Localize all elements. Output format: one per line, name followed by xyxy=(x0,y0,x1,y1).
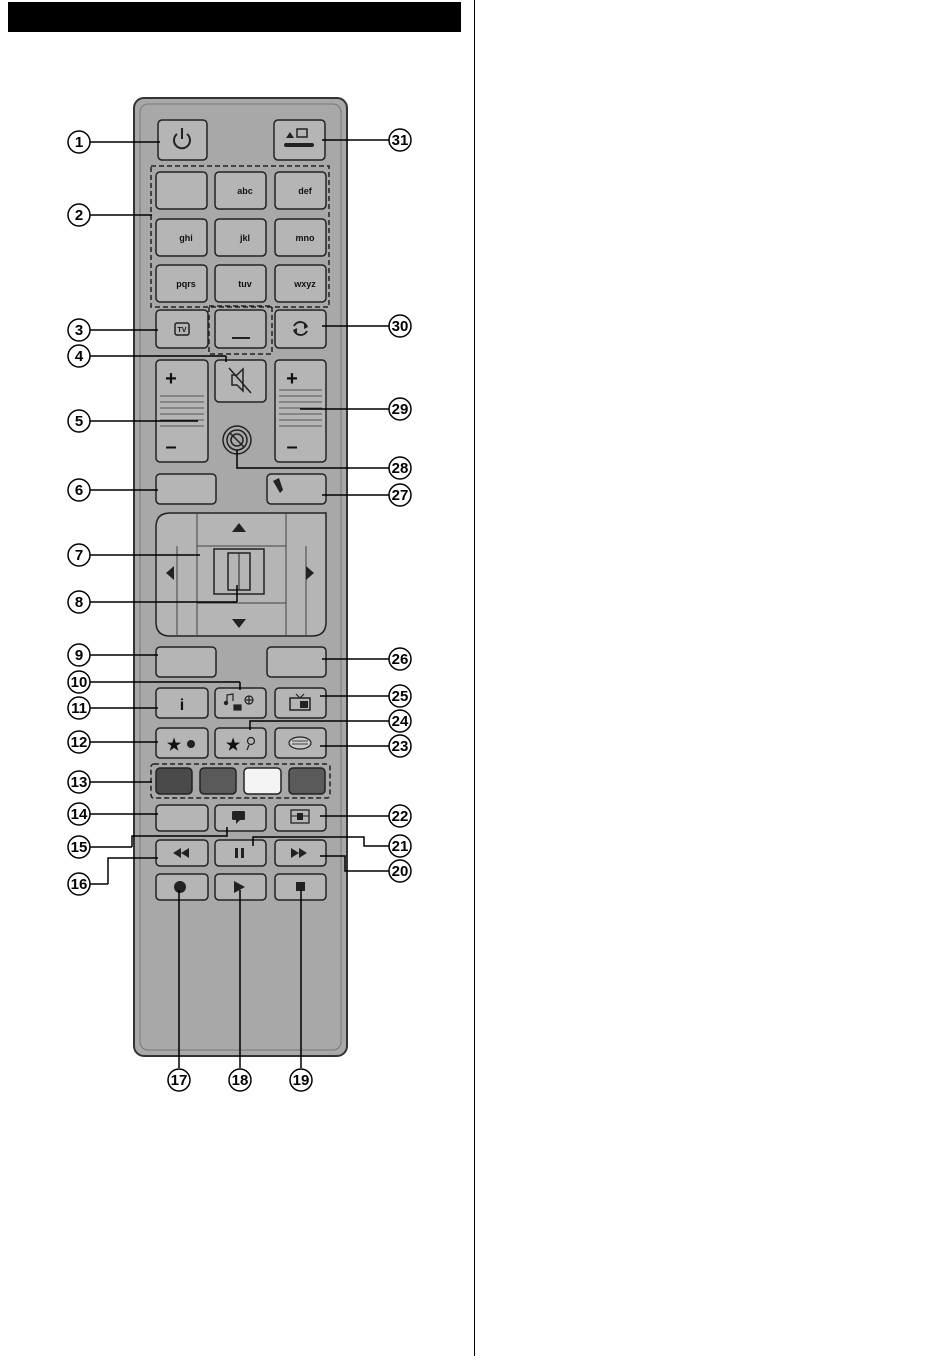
callout-number: 22 xyxy=(391,808,409,825)
digit-key-2[interactable] xyxy=(215,172,266,209)
callout-14 xyxy=(68,803,90,825)
digit-key-label: abc xyxy=(237,186,253,196)
info-button[interactable] xyxy=(156,688,208,718)
callout-28 xyxy=(389,457,411,479)
power-button[interactable] xyxy=(158,120,207,160)
callout-number: 17 xyxy=(170,1072,188,1089)
netflix-button[interactable] xyxy=(267,474,326,504)
swap-button[interactable] xyxy=(275,310,326,348)
callout-8 xyxy=(68,591,90,613)
digit-key-7[interactable] xyxy=(156,265,207,302)
digit-key-8[interactable] xyxy=(215,265,266,302)
menu-button[interactable] xyxy=(156,474,216,504)
callout-number: 31 xyxy=(391,132,409,149)
callout-26 xyxy=(389,648,411,670)
language-button[interactable] xyxy=(156,805,208,831)
callout-11 xyxy=(68,697,90,719)
ok-button[interactable] xyxy=(214,549,264,594)
favourite-button[interactable] xyxy=(156,728,208,758)
callout-13 xyxy=(68,771,90,793)
svg-text:TV: TV xyxy=(177,327,187,334)
callout-number: 30 xyxy=(391,318,409,335)
digit-key-6[interactable] xyxy=(275,219,326,256)
callout-number: 5 xyxy=(74,413,84,430)
callout-number: 8 xyxy=(74,594,84,611)
stop-icon xyxy=(296,882,305,891)
digit-key-9[interactable] xyxy=(275,265,326,302)
info-label: i xyxy=(179,697,185,714)
callout-number: 29 xyxy=(391,401,409,418)
program-up-label: + xyxy=(286,368,298,390)
digit-key-4[interactable] xyxy=(156,219,207,256)
callout-22 xyxy=(389,805,411,827)
callout-10 xyxy=(68,671,90,693)
digit-key-label: def xyxy=(298,186,312,196)
callout-number: 16 xyxy=(70,876,88,893)
digit-key-label: pqrs xyxy=(176,279,196,289)
tv-button[interactable] xyxy=(156,310,208,348)
numeric-keypad xyxy=(156,172,326,302)
callout-number: 7 xyxy=(74,547,84,564)
callout-number: 11 xyxy=(71,700,87,717)
callout-4 xyxy=(68,345,90,367)
callout-20 xyxy=(389,860,411,882)
callout-number: 2 xyxy=(74,207,84,224)
digit-key-label: mno xyxy=(295,233,315,243)
callout-27 xyxy=(389,484,411,506)
callout-number: 18 xyxy=(231,1072,249,1089)
callout-29 xyxy=(389,398,411,420)
mute-button[interactable] xyxy=(215,360,266,402)
record-icon xyxy=(174,881,186,893)
text-button[interactable] xyxy=(275,728,326,758)
callout-number: 15 xyxy=(70,839,88,856)
callout-5 xyxy=(68,410,90,432)
volume-rocker[interactable] xyxy=(156,360,208,462)
callout-15 xyxy=(68,836,90,858)
callout-number: 1 xyxy=(74,134,84,151)
subtitles-button[interactable] xyxy=(215,805,266,831)
callout-number: 27 xyxy=(391,487,409,504)
favourite-icon: ★ xyxy=(166,737,182,754)
red-button[interactable] xyxy=(156,768,192,794)
callout-21 xyxy=(389,835,411,857)
program-down-label: – xyxy=(286,436,298,458)
callout-number: 28 xyxy=(391,460,409,477)
callout-7 xyxy=(68,544,90,566)
guide-button[interactable] xyxy=(275,688,326,718)
callout-number: 20 xyxy=(391,863,409,880)
callout-31 xyxy=(389,129,411,151)
volume-up-label: + xyxy=(165,368,177,390)
callout-number: 23 xyxy=(391,738,409,755)
exit-button[interactable] xyxy=(267,647,326,677)
callout-25 xyxy=(389,685,411,707)
record-button[interactable] xyxy=(156,874,208,900)
callout-number: 19 xyxy=(292,1072,310,1089)
callout-number: 6 xyxy=(74,482,84,499)
search-button[interactable] xyxy=(215,728,266,758)
callout-12 xyxy=(68,731,90,753)
callout-2 xyxy=(68,204,90,226)
green-button[interactable] xyxy=(200,768,236,794)
screen-button[interactable] xyxy=(275,805,326,831)
callout-24 xyxy=(389,710,411,732)
callout-23 xyxy=(389,735,411,757)
text-icon xyxy=(289,737,311,749)
digit-key-5[interactable] xyxy=(215,219,266,256)
yellow-button[interactable] xyxy=(244,768,281,794)
callout-number: 9 xyxy=(74,647,84,664)
callout-number: 13 xyxy=(70,774,88,791)
callout-number: 3 xyxy=(74,322,84,339)
digit-key-label: jkl xyxy=(239,233,251,243)
program-rocker[interactable] xyxy=(275,360,326,462)
callout-number: 4 xyxy=(74,348,84,365)
pause-button[interactable] xyxy=(215,840,266,866)
callout-number: 24 xyxy=(391,713,409,730)
voice-button[interactable] xyxy=(223,426,251,454)
callout-6 xyxy=(68,479,90,501)
back-button[interactable] xyxy=(156,647,216,677)
callout-17 xyxy=(168,1069,190,1091)
digit-key-3[interactable] xyxy=(275,172,326,209)
callout-number: 14 xyxy=(70,806,88,823)
callout-number: 26 xyxy=(391,651,409,668)
digit-key-label: ghi xyxy=(179,233,193,243)
blue-button[interactable] xyxy=(289,768,325,794)
callout-3 xyxy=(68,319,90,341)
callout-9 xyxy=(68,644,90,666)
callout-number: 25 xyxy=(391,688,409,705)
callout-1 xyxy=(68,131,90,153)
zero-button[interactable] xyxy=(215,310,266,348)
callout-16 xyxy=(68,873,90,895)
callout-number: 12 xyxy=(70,734,88,751)
callout-19 xyxy=(290,1069,312,1091)
media-browser-button[interactable] xyxy=(215,688,266,718)
callout-number: 21 xyxy=(391,838,409,855)
source-button[interactable] xyxy=(274,120,325,160)
fast-forward-button[interactable] xyxy=(275,840,326,866)
callout-30 xyxy=(389,315,411,337)
callout-18 xyxy=(229,1069,251,1091)
callout-number: 10 xyxy=(70,674,88,691)
digit-key-label: wxyz xyxy=(294,279,316,289)
digit-key-1[interactable] xyxy=(156,172,207,209)
digit-key-label: tuv xyxy=(238,279,252,289)
svg-text:★: ★ xyxy=(225,737,241,754)
rewind-button[interactable] xyxy=(156,840,208,866)
volume-down-label: – xyxy=(165,436,177,458)
